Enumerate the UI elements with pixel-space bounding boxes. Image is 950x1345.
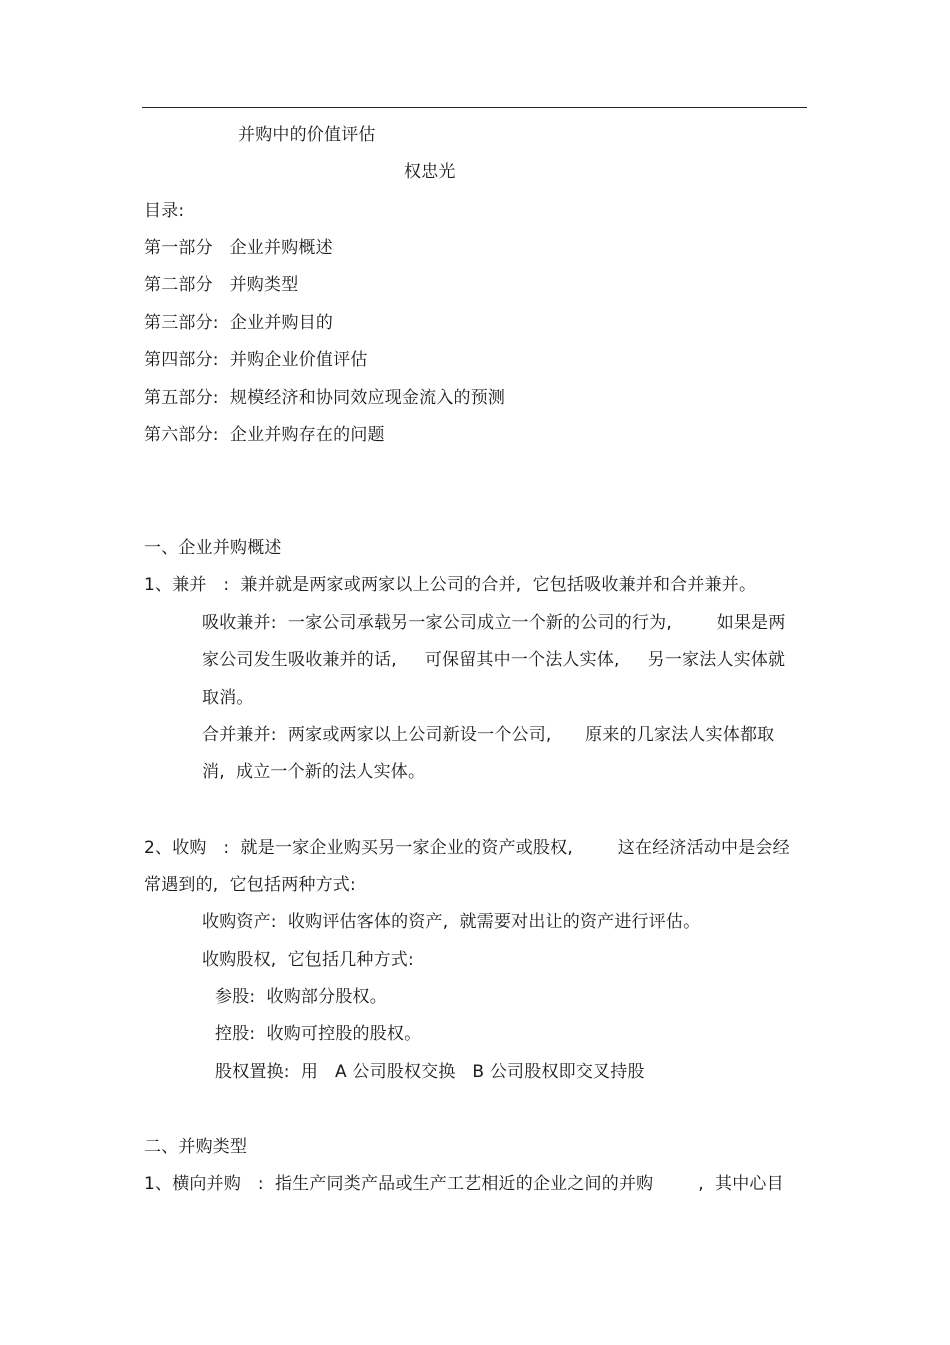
paragraph-line: 1、兼并 : 兼并就是两家或两家以上公司的合并, 它包括吸收兼并和合并兼并。 <box>144 575 757 595</box>
header-rule <box>142 107 807 108</box>
list-item: 股权置换: 用 A 公司股权交换 B 公司股权即交叉持股 <box>215 1062 645 1082</box>
document-title: 并购中的价值评估 <box>238 125 376 145</box>
toc-item: 第二部分 并购类型 <box>144 275 299 295</box>
document-author: 权忠光 <box>404 162 456 182</box>
toc-item: 第四部分: 并购企业价值评估 <box>144 350 368 370</box>
list-item: 控股: 收购可控股的股权。 <box>215 1024 422 1044</box>
paragraph-line: 常遇到的, 它包括两种方式: <box>144 875 356 895</box>
section-heading: 一、企业并购概述 <box>144 538 282 558</box>
paragraph-line: 家公司发生吸收兼并的话, 可保留其中一个法人实体, 另一家法人实体就 <box>202 650 786 670</box>
toc-item: 第六部分: 企业并购存在的问题 <box>144 425 385 445</box>
toc-item: 第五部分: 规模经济和协同效应现金流入的预测 <box>144 388 506 408</box>
toc-item: 第一部分 企业并购概述 <box>144 238 333 258</box>
paragraph-line: 合并兼并: 两家或两家以上公司新设一个公司, 原来的几家法人实体都取 <box>202 725 775 745</box>
paragraph-line: 2、收购 : 就是一家企业购买另一家企业的资产或股权, 这在经济活动中是会经 <box>144 838 790 858</box>
list-item: 参股: 收购部分股权。 <box>215 987 387 1007</box>
paragraph-line: 收购资产: 收购评估客体的资产, 就需要对出让的资产进行评估。 <box>202 912 701 932</box>
paragraph-line: 1、横向并购 : 指生产同类产品或生产工艺相近的企业之间的并购 , 其中心目 <box>144 1174 784 1194</box>
toc-item: 第三部分: 企业并购目的 <box>144 313 334 333</box>
section-heading: 二、并购类型 <box>144 1137 248 1157</box>
paragraph-line: 收购股权, 它包括几种方式: <box>202 950 414 970</box>
paragraph-line: 消, 成立一个新的法人实体。 <box>202 762 426 782</box>
paragraph-line: 取消。 <box>202 688 254 708</box>
paragraph-line: 吸收兼并: 一家公司承载另一家公司成立一个新的公司的行为, 如果是两 <box>202 613 786 633</box>
toc-heading: 目录: <box>144 201 185 221</box>
